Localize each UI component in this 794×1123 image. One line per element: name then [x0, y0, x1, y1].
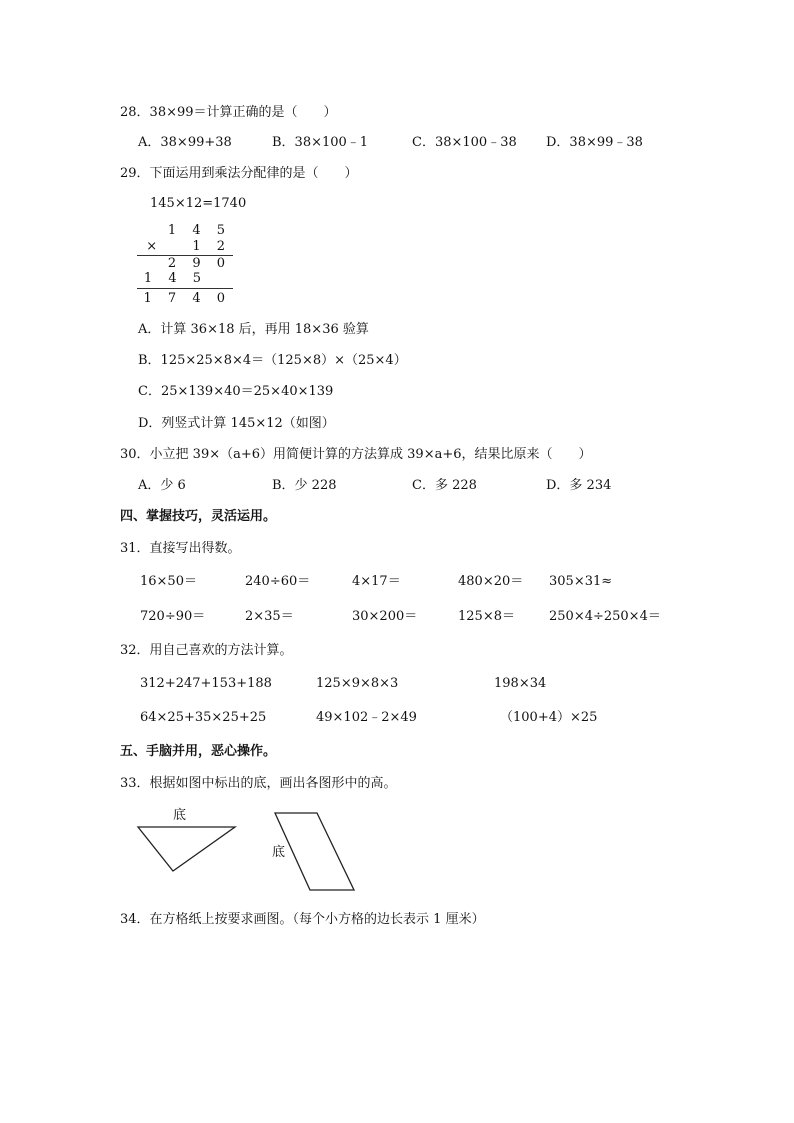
q28-option-c: C．38×100﹣38	[412, 135, 517, 150]
q30-stem: 30．小立把 39×（a+6）用简便计算的方法算成 39×a+6，结果比原来（ ）	[120, 447, 592, 462]
q32-item: 49×102﹣2×49	[316, 710, 417, 725]
parallelogram-base-label: 底	[272, 845, 286, 860]
q32-item: 312+247+153+188	[140, 676, 272, 691]
q31-stem: 31．直接写出得数。	[120, 541, 241, 556]
q32-item: 64×25+35×25+25	[140, 710, 267, 725]
q32-item: 198×34	[494, 676, 547, 691]
q29-equation: 145×12=1740	[150, 196, 247, 211]
vertical-row-multiplicand: 1 4 5	[167, 223, 231, 238]
section-4-heading: 四、掌握技巧，灵活运用。	[120, 509, 277, 524]
q31-item: 30×200＝	[352, 609, 418, 624]
vertical-row-partial2: 1 4 5	[143, 271, 207, 286]
vertical-row-product: 1 7 4 0	[143, 291, 231, 306]
q31-item: 16×50＝	[140, 574, 197, 589]
q31-item: 250×4÷250×4＝	[549, 609, 661, 624]
q31-item: 480×20＝	[458, 574, 524, 589]
q28-option-d: D．38×99﹣38	[546, 135, 643, 150]
q32-stem: 32．用自己喜欢的方法计算。	[120, 643, 293, 658]
q30-option-b: B．少 228	[272, 478, 337, 493]
q31-item: 2×35＝	[245, 609, 294, 624]
q28-option-a: A．38×99+38	[138, 135, 232, 150]
q31-item: 4×17＝	[352, 574, 401, 589]
q29-option-a: A．计算 36×18 后，再用 18×36 验算	[138, 322, 369, 337]
q29-option-c: C．25×139×40＝25×40×139	[138, 384, 334, 399]
section-5-heading: 五、手脑并用，恶心操作。	[120, 744, 277, 759]
q32-item: （100+4）×25	[500, 710, 598, 725]
vertical-row-multiplier: × 1 2	[146, 239, 231, 254]
q31-item: 305×31≈	[549, 574, 613, 589]
q28-option-b: B．38×100﹣1	[272, 135, 369, 150]
triangle-figure	[135, 805, 245, 885]
q30-option-c: C．多 228	[412, 478, 477, 493]
q29-option-d: D．列竖式计算 145×12（如图）	[138, 416, 335, 431]
q30-option-d: D．多 234	[546, 478, 612, 493]
vertical-row-partial1: 2 9 0	[167, 256, 231, 271]
q34-stem: 34．在方格纸上按要求画图。（每个小方格的边长表示 1 厘米）	[120, 912, 485, 927]
triangle-base-label: 底	[173, 808, 187, 823]
q32-item: 125×9×8×3	[316, 676, 399, 691]
vertical-line-2	[137, 288, 233, 289]
q30-option-a: A．少 6	[138, 478, 186, 493]
vertical-multiplication	[135, 222, 245, 312]
q33-stem: 33．根据如图中标出的底，画出各图形中的高。	[120, 776, 397, 791]
q29-option-b: B．125×25×8×4＝（125×8）×（25×4）	[138, 353, 407, 368]
q28-stem: 28．38×99＝计算正确的是（ ）	[120, 105, 337, 120]
q31-item: 240÷60＝	[245, 574, 311, 589]
q31-item: 125×8＝	[458, 609, 515, 624]
q29-stem: 29．下面运用到乘法分配律的是（ ）	[120, 166, 358, 181]
q31-item: 720÷90＝	[140, 609, 206, 624]
